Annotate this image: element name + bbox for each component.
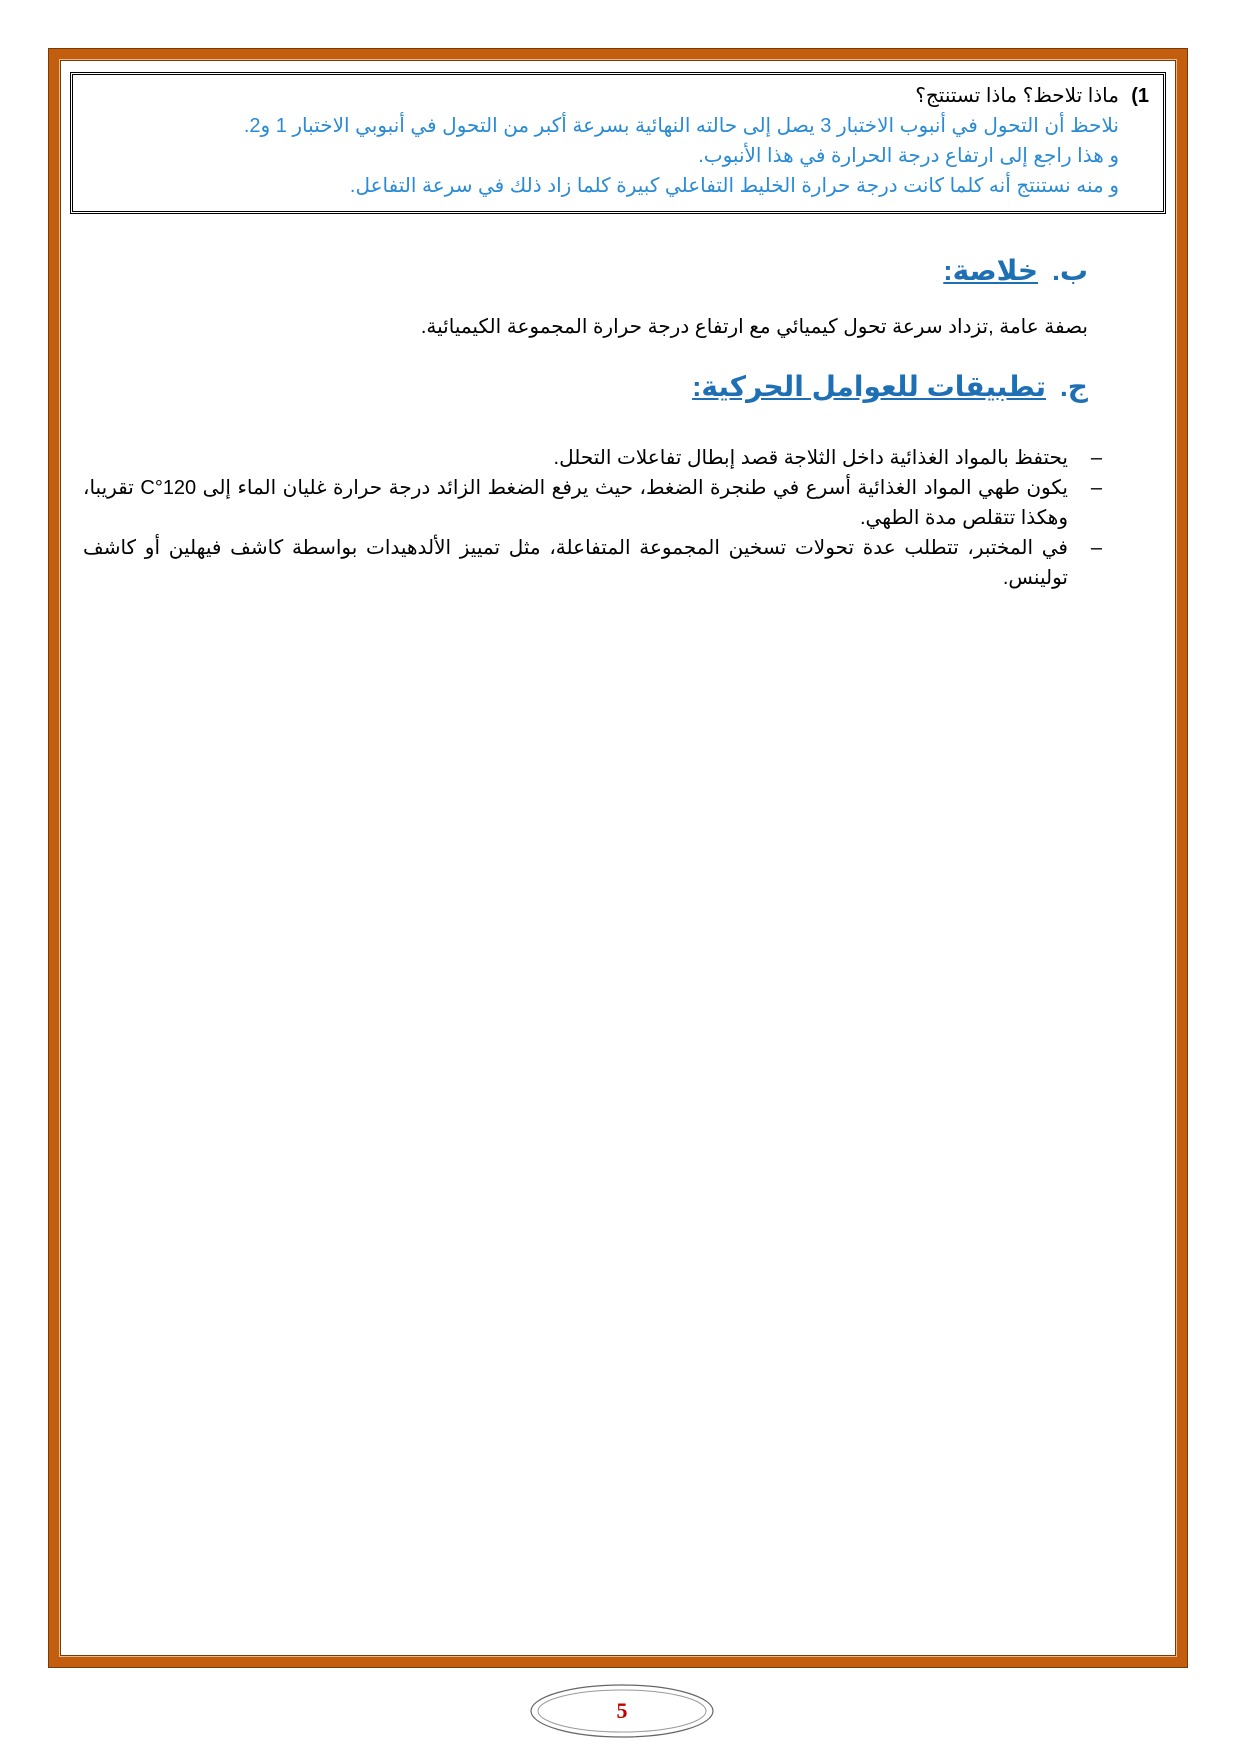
page-number: 5 [616, 1698, 628, 1723]
list-item-text: يكون طهي المواد الغذائية أسرع في طنجرة الضغط، حيث يرفع الضغط الزائد درجة حرارة غليان الماء إلى 120°C تقريبا، وهكذا تتقلص مدة الطهي. [83, 477, 1068, 529]
section-c-letter: ج. [1060, 371, 1088, 402]
answer-line: و هذا راجع إلى ارتفاع درجة الحرارة في هذا الأنبوب. [698, 145, 1119, 167]
section-b-letter: ب. [1052, 255, 1088, 286]
list-item-text: يحتفظ بالمواد الغذائية داخل الثلاجة قصد إبطال تفاعلات التحلل. [553, 447, 1068, 469]
list-item [83, 443, 1102, 473]
page-border-inner-line [59, 59, 1177, 1657]
question-line [87, 81, 1149, 111]
bullet-dash: – [1090, 537, 1102, 559]
question-prompt: ماذا تلاحظ؟ ماذا تستنتج؟ [915, 85, 1119, 107]
section-b-paragraph: بصفة عامة ,تزداد سرعة تحول كيميائي مع ارتفاع درجة حرارة المجموعة الكيميائية. [420, 316, 1088, 338]
page-number-badge [529, 1682, 715, 1740]
answer-line: نلاحظ أن التحول في أنبوب الاختبار 3 يصل إلى حالته النهائية بسرعة أكبر من التحول في أنبوبي الاختبار 1 و2. [243, 115, 1119, 137]
bullet-dash: – [1090, 477, 1102, 499]
applications-list [83, 443, 1102, 593]
list-item [83, 533, 1102, 593]
list-item-text: في المختبر، تتطلب عدة تحولات تسخين المجموعة المتفاعلة، مثل تمييز الألدهيدات بواسطة كاشف فيهلين أو كاشف تولينس. [83, 537, 1068, 589]
question-number: 1) [1131, 85, 1149, 107]
bullet-dash: – [1090, 447, 1102, 469]
list-item [83, 473, 1102, 533]
section-c-heading [692, 370, 1088, 403]
section-b-title: خلاصة: [943, 255, 1039, 286]
question-box [70, 72, 1166, 214]
section-c-title: تطبيقات للعوامل الحركية: [692, 371, 1047, 402]
section-b-heading [943, 254, 1088, 287]
answer-line: و منه نستنتج أنه كلما كانت درجة حرارة الخليط التفاعلي كبيرة كلما زاد ذلك في سرعة التفاعل. [349, 175, 1119, 197]
